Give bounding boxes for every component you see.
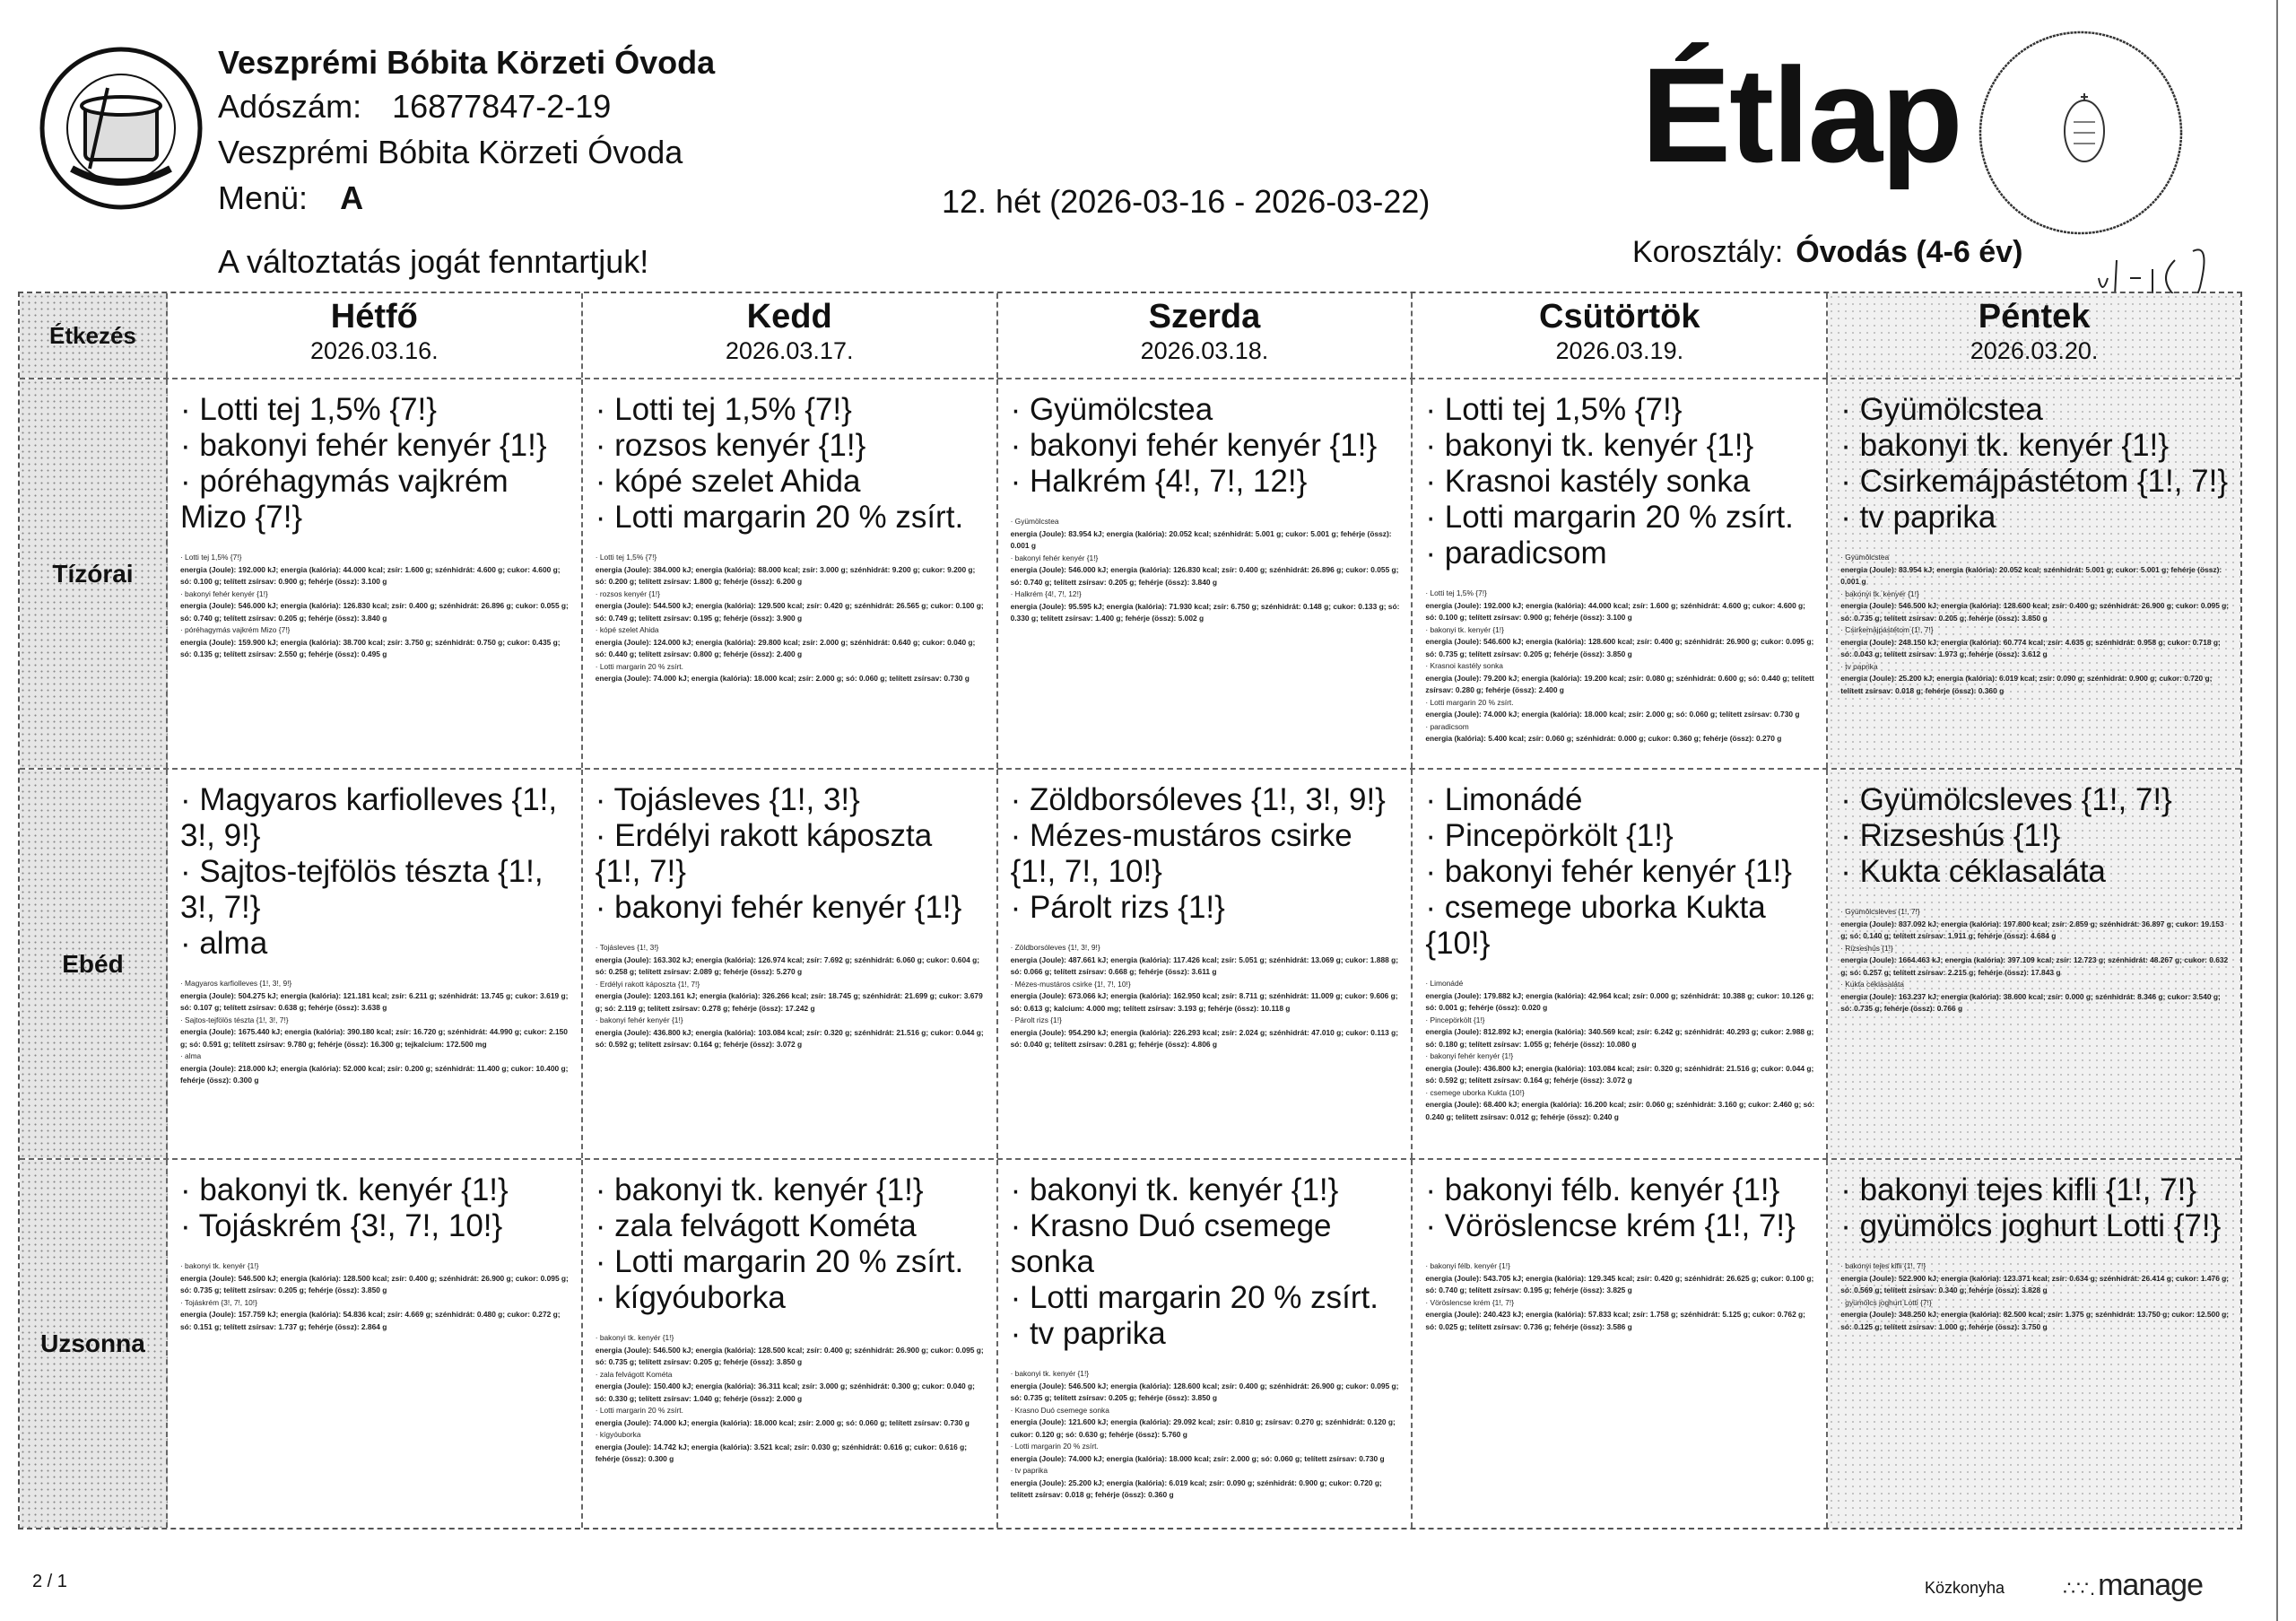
dish-item: · Krasnoi kastély sonka [1425, 464, 1751, 499]
nutrition-values: energia (Joule): 522.900 kJ; energia (kalória): 123.371 kcal; zsír: 0.634 g; szénhidrát: 26.414 g; cukor: 1.476 g; só: 0.569 g; telített zsírsav: 0.340 g; fehérje (össz): 3.828 g [1840, 1273, 2230, 1294]
nutrition-item-name: · tv paprika [1010, 1466, 1048, 1475]
menu-table [18, 292, 2242, 1529]
dish-item: · bakonyi tk. kenyér {1!} [1425, 428, 1754, 463]
dish-item: · bakonyi fehér kenyér {1!} [179, 428, 547, 463]
page-title: Étlap [1641, 39, 1961, 190]
nutrition-info [1011, 942, 1401, 1051]
nutrition-item-name: · Gyümölcstea [1840, 553, 1890, 562]
dish-item: · Lotti margarin 20 % zsírt. [595, 500, 964, 535]
nutrition-values: energia (Joule): 487.661 kJ; energia (kalória): 117.426 kcal; zsír: 5.051 g; szénhidrát: 13.069 g; cukor: 1.888 g; só: 0.066 g; telített zsírsav: 0.668 g; fehérje (össz): 3.611 g [1010, 954, 1398, 976]
dish-item: · bakonyi fehér kenyér {1!} [595, 890, 962, 925]
nutrition-item-name: · Zöldborsóleves {1!, 3!, 9!} [1010, 943, 1100, 952]
nutrition-item-name: · Krasnoi kastély sonka [1425, 661, 1503, 670]
day-header-tuesday [583, 293, 998, 378]
dish-item: · csemege uborka Kukta {10!} [1425, 890, 1766, 961]
nutrition-values: energia (Joule): 157.759 kJ; energia (kalória): 54.836 kcal; zsír: 4.669 g; szénhidrát: 0.480 g; cukor: 0.272 g; só: 0.151 g; telített zsírsav: 1.737 g; fehérje (össz): 2.864 g [179, 1310, 561, 1331]
day-header-thursday [1413, 293, 1828, 378]
meal-row [20, 379, 2240, 770]
nutrition-values: energia (Joule): 384.000 kJ; energia (kalória): 88.000 kcal; zsír: 3.000 g; szénhidrát: 9.200 g; cukor: 9.200 g; só: 0.200 g; telített zsírsav: 1.800 g; fehérje (össz): 6.200 g [595, 564, 976, 586]
nutrition-item-name: · Lotti margarin 20 % zsírt. [1425, 697, 1514, 707]
dish-item: · Limonádé [1425, 782, 1583, 817]
manage-logo-text: manage [2098, 1568, 2203, 1602]
menu-value: A [340, 179, 364, 216]
dish-item: · Tojáskrém {3!, 7!, 10!} [179, 1208, 503, 1243]
dish-item: · Pincepörkölt {1!} [1425, 818, 1674, 853]
meal-row [20, 770, 2240, 1160]
dish-item: · bakonyi tk. kenyér {1!} [1010, 1172, 1339, 1207]
dish-item: · paradicsom [1425, 536, 1607, 571]
nutrition-item-name: · Vöröslencse krém {1!, 7!} [1425, 1297, 1515, 1307]
nutrition-item-name: · Mézes-mustáros csirke {1!, 7!, 10!} [1010, 979, 1131, 989]
nutrition-values: energia (Joule): 121.600 kJ; energia (kalória): 29.092 kcal; zsír: 0.810 g; zsírsav: 0.270 g; szénhidrát: 0.120 g; cukor: 0.120 g; só: 0.630 g; fehérje (össz): 5.760 g [1010, 1417, 1396, 1439]
nutrition-values: energia (Joule): 546.500 kJ; energia (kalória): 128.500 kcal; zsír: 0.400 g; szénhidrát: 26.900 g; cukor: 0.095 g; só: 0.735 g; telített zsírsav: 0.205 g; fehérje (össz): 3.850 g [595, 1345, 984, 1366]
nutrition-item-name: · Magyaros karfiolleves {1!, 3!, 9!} [179, 979, 292, 988]
nutrition-info [1840, 906, 2230, 1015]
nutrition-info [596, 1332, 986, 1466]
dish-item: · rozsos kenyér {1!} [595, 428, 866, 463]
dish-item: · Magyaros karfiolleves {1!, 3!, 9!} [179, 782, 558, 853]
meal-label-cell [20, 770, 168, 1158]
dish-item: · Kukta céklasaláta [1840, 854, 2106, 889]
institution-name-secondary: Veszprémi Bóbita Körzeti Óvoda [218, 134, 683, 170]
nutrition-values: energia (Joule): 248.150 kJ; energia (kalória): 60.774 kcal; zsír: 4.635 g; szénhidrát: 0.958 g; cukor: 0.718 g; só: 0.043 g; telített zsírsav: 1.973 g; fehérje (össz): 3.612 g [1840, 637, 2221, 658]
nutrition-values: energia (Joule): 240.423 kJ; energia (kalória): 57.833 kcal; zsír: 1.758 g; szénhidrát: 5.125 g; cukor: 0.762 g; só: 0.025 g; telített zsírsav: 0.736 g; fehérje (össz): 3.586 g [1425, 1310, 1805, 1331]
nutrition-info [180, 978, 570, 1087]
dish-item: · Párolt rizs {1!} [1010, 890, 1225, 925]
nutrition-item-name: · Krasno Duó csemege sonka [1010, 1405, 1109, 1415]
nutrition-values: energia (Joule): 95.595 kJ; energia (kalória): 71.930 kcal; zsír: 6.750 g; szénhidrát: 0.148 g; cukor: 0.133 g; só: 0.330 g; telített zsírsav: 1.400 g; fehérje (össz): 5.002 g [1010, 601, 1400, 623]
nutrition-values: energia (Joule): 1203.161 kJ; energia (kalória): 326.266 kcal; zsír: 18.745 g; szénhidrát: 21.699 g; cukor: 3.679 g; só: 2.119 g; telített zsírsav: 0.278 g; fehérje (össz): 17.242 g [595, 991, 983, 1013]
dish-item: · Halkrém {4!, 7!, 12!} [1010, 464, 1308, 499]
dish-list [1413, 379, 1826, 745]
day-name: Csütörtök [1539, 298, 1700, 336]
menu-cell [1413, 770, 1828, 1158]
dish-item: · kígyóuborka [595, 1280, 786, 1315]
nutrition-values: energia (Joule): 74.000 kJ; energia (kalória): 18.000 kcal; zsír: 2.000 g; só: 0.060 g; telített zsírsav: 0.730 g [1010, 1453, 1385, 1463]
nutrition-values: energia (Joule): 504.275 kJ; energia (kalória): 121.181 kcal; zsír: 6.211 g; szénhidrát: 13.745 g; cukor: 3.619 g; só: 0.107 g; telített zsírsav: 0.638 g; fehérje (össz): 3.638 g [179, 990, 569, 1012]
day-header-monday [168, 293, 583, 378]
nutrition-values: energia (Joule): 543.705 kJ; energia (kalória): 129.345 kcal; zsír: 0.420 g; szénhidrát: 26.625 g; cukor: 0.100 g; só: 0.740 g; telített zsírsav: 0.195 g; fehérje (össz): 3.825 g [1425, 1273, 1814, 1294]
dish-list [998, 770, 1412, 1051]
nutrition-info [1425, 1260, 1815, 1333]
dish-item: · tv paprika [1010, 1316, 1166, 1351]
nutrition-item-name: · Tojásleves {1!, 3!} [595, 943, 659, 952]
nutrition-item-name: · Erdélyi rakott káposzta {1!, 7!} [595, 979, 700, 989]
nutrition-item-name: · Csirkemájpástétom {1!, 7!} [1840, 625, 1934, 634]
nutrition-item-name: · Tojáskrém {3!, 7!, 10!} [179, 1297, 257, 1307]
dish-item: · Sajtos-tejfölös tészta {1!, 3!, 7!} [179, 854, 544, 925]
day-header-wednesday [998, 293, 1413, 378]
menu-row [218, 180, 363, 216]
dish-list [998, 379, 1412, 625]
meal-column-header: Étkezés [20, 293, 168, 378]
nutrition-info [180, 1260, 570, 1333]
menu-label: Menü: [218, 179, 309, 216]
dish-item: · Csirkemájpástétom {1!, 7!} [1840, 464, 2229, 499]
nutrition-info [1425, 588, 1815, 745]
nutrition-item-name: · Lotti margarin 20 % zsírt. [1010, 1442, 1099, 1451]
age-value: Óvodás (4-6 év) [1796, 235, 2023, 269]
dish-item: · Lotti tej 1,5% {7!} [595, 392, 852, 427]
day-name: Szerda [1148, 298, 1261, 336]
age-label: Korosztály: [1632, 235, 1784, 269]
dish-item: · kópé szelet Ahida [595, 464, 861, 499]
nutrition-values: energia (Joule): 348.250 kJ; energia (kalória): 82.500 kcal; zsír: 1.375 g; szénhidrát: 13.750 g; cukor: 12.500 g; só: 0.125 g; telített zsírsav: 1.000 g; fehérje (össz): 3.750 g [1840, 1310, 2230, 1331]
nutrition-values: energia (Joule): 68.400 kJ; energia (kalória): 16.200 kcal; zsír: 0.060 g; szénhidrát: 3.160 g; cukor: 2.460 g; só: 0.240 g; telített zsírsav: 0.012 g; fehérje (össz): 0.240 g [1425, 1100, 1815, 1121]
menu-cell [998, 1160, 1413, 1528]
nutrition-item-name: · bakonyi fehér kenyér {1!} [179, 588, 268, 598]
nutrition-values: energia (Joule): 544.500 kJ; energia (kalória): 129.500 kcal; zsír: 0.420 g; szénhidrát: 26.565 g; cukor: 0.100 g; só: 0.749 g; telített zsírsav: 0.195 g; fehérje (össz): 3.900 g [595, 601, 984, 623]
nutrition-values: energia (Joule): 546.000 kJ; energia (kalória): 126.830 kcal; zsír: 0.400 g; szénhidrát: 26.896 g; cukor: 0.055 g; só: 0.740 g; telített zsírsav: 0.205 g; fehérje (össz): 3.840 g [1010, 565, 1399, 587]
nutrition-item-name: · paradicsom [1425, 721, 1469, 731]
nutrition-item-name: · póréhagymás vajkrém Mizo {7!} [179, 625, 291, 634]
dish-item: · Vöröslencse krém {1!, 7!} [1425, 1208, 1796, 1243]
nutrition-item-name: · Lotti margarin 20 % zsírt. [595, 1406, 683, 1415]
nutrition-item-name: · Limonádé [1425, 979, 1464, 988]
day-name: Péntek [1978, 298, 2091, 336]
nutrition-item-name: · csemege uborka Kukta {10!} [1425, 1087, 1525, 1097]
footer-brand: Közkonyha [1925, 1579, 2005, 1597]
nutrition-item-name: · kópé szelet Ahida [595, 625, 659, 634]
nutrition-values: energia (Joule): 812.892 kJ; energia (kalória): 340.569 kcal; zsír: 6.242 g; szénhidrát: 40.293 g; cukor: 2.988 g; só: 0.180 g; telített zsírsav: 1.055 g; fehérje (össz): 10.080 g [1425, 1027, 1814, 1049]
nutrition-info [1011, 516, 1401, 625]
day-name: Hétfő [330, 298, 418, 336]
meal-label-cell [20, 379, 168, 768]
nutrition-info [1425, 978, 1815, 1123]
nutrition-item-name: · Gyümölcsleves {1!, 7!} [1840, 907, 1920, 916]
nutrition-item-name: · Rizseshús {1!} [1840, 943, 1893, 953]
nutrition-values: energia (Joule): 546.000 kJ; energia (kalória): 126.830 kcal; zsír: 0.400 g; szénhidrát: 26.896 g; cukor: 0.055 g; só: 0.740 g; telített zsírsav: 0.205 g; fehérje (össz): 3.840 g [179, 601, 569, 623]
dish-item: · Lotti tej 1,5% {7!} [1425, 392, 1683, 427]
meal-name: Uzsonna [40, 1329, 145, 1357]
meal-label-cell [20, 1160, 168, 1528]
tax-label: Adószám: [218, 88, 362, 125]
dish-item: · Zöldborsóleves {1!, 3!, 9!} [1010, 782, 1386, 817]
menu-cell [583, 1160, 998, 1528]
dish-list [1413, 770, 1826, 1123]
nutrition-values: energia (Joule): 954.290 kJ; energia (kalória): 226.293 kcal; zsír: 2.024 g; szénhidrát: 47.010 g; cukor: 0.113 g; só: 0.040 g; telített zsírsav: 0.281 g; fehérje (össz): 4.806 g [1010, 1027, 1398, 1049]
nutrition-values: energia (Joule): 673.066 kJ; energia (kalória): 162.950 kcal; zsír: 8.711 g; szénhidrát: 11.009 g; cukor: 9.606 g; só: 0.613 g; kalcium: 4.000 mg; telített zsírsav: 3.193 g; fehérje (össz): 10.118 g [1010, 991, 1398, 1013]
nutrition-item-name: · bakonyi tk. kenyér {1!} [1010, 1369, 1090, 1378]
dish-item: · Krasno Duó csemege sonka [1010, 1208, 1332, 1279]
nutrition-values: energia (Joule): 124.000 kJ; energia (kalória): 29.800 kcal; zsír: 2.000 g; szénhidrát: 0.640 g; cukor: 0.040 g; só: 0.440 g; telített zsírsav: 0.800 g; fehérje (össz): 2.400 g [595, 637, 976, 658]
nutrition-values: energia (Joule): 837.092 kJ; energia (kalória): 197.800 kcal; zsír: 2.859 g; szénhidrát: 36.897 g; cukor: 19.153 g; só: 0.140 g; telített zsírsav: 1.911 g; fehérje (össz): 4.684 g [1840, 919, 2224, 940]
nutrition-item-name: · bakonyi tk. kenyér {1!} [1840, 588, 1919, 598]
nutrition-item-name: · bakonyi tk. kenyér {1!} [179, 1261, 259, 1270]
week-range: 12. hét (2026-03-16 - 2026-03-22) [942, 183, 1431, 220]
menu-cell [168, 379, 583, 768]
nutrition-values: energia (Joule): 179.882 kJ; energia (kalória): 42.964 kcal; zsír: 0.000 g; szénhidrát: 10.388 g; cukor: 10.126 g; só: 0.001 g; fehérje (össz): 0.020 g [1425, 990, 1814, 1012]
disclaimer: A változtatás jogát fenntartjuk! [218, 243, 649, 280]
nutrition-values: energia (Joule): 25.200 kJ; energia (kalória): 6.019 kcal; zsír: 0.090 g; szénhidrát: 0.900 g; cukor: 0.720 g; telített zsírsav: 0.018 g; fehérje (össz): 0.360 g [1010, 1477, 1382, 1499]
nutrition-values: energia (Joule): 1675.440 kJ; energia (kalória): 390.180 kcal; zsír: 16.720 g; szénhidrát: 44.990 g; cukor: 2.150 g; só: 0.591 g; telített zsírsav: 9.780 g; fehérje (össz): 16.300 g; tejkalcium: 172.500 mg [179, 1027, 568, 1049]
dish-item: · tv paprika [1840, 500, 1996, 535]
nutrition-item-name: · bakonyi fehér kenyér {1!} [595, 1015, 683, 1024]
dish-item: · bakonyi fehér kenyér {1!} [1010, 428, 1378, 463]
nutrition-values: energia (Joule): 163.302 kJ; energia (kalória): 126.974 kcal; zsír: 7.692 g; szénhidrát: 6.060 g; cukor: 0.604 g; só: 0.258 g; telített zsírsav: 2.089 g; fehérje (össz): 5.270 g [595, 954, 979, 976]
nutrition-item-name: · tv paprika [1840, 661, 1878, 671]
dish-list [583, 1160, 996, 1466]
dish-item: · alma [179, 926, 268, 961]
menu-cell [583, 770, 998, 1158]
nutrition-values: energia (Joule): 74.000 kJ; energia (kalória): 18.000 kcal; zsír: 2.000 g; só: 0.060 g; telített zsírsav: 0.730 g [595, 674, 970, 683]
nutrition-item-name: · kígyóuborka [595, 1430, 641, 1439]
nutrition-values: energia (Joule): 436.800 kJ; energia (kalória): 103.084 kcal; zsír: 0.320 g; szénhidrát: 21.516 g; cukor: 0.044 g; só: 0.592 g; telített zsírsav: 0.164 g; fehérje (össz): 3.072 g [1425, 1063, 1814, 1085]
nutrition-item-name: · Párolt rizs {1!} [1010, 1015, 1062, 1024]
nutrition-values: energia (Joule): 546.500 kJ; energia (kalória): 128.600 kcal; zsír: 0.400 g; szénhidrát: 26.900 g; cukor: 0.095 g; só: 0.735 g; telített zsírsav: 0.205 g; fehérje (össz): 3.850 g [1010, 1381, 1399, 1402]
institution-name: Veszprémi Bóbita Körzeti Óvoda [218, 44, 716, 81]
nutrition-values: energia (Joule): 1664.463 kJ; energia (kalória): 397.109 kcal; zsír: 12.723 g; szénhidrát: 48.267 g; cukor: 0.632 g; só: 0.257 g; telített zsírsav: 2.215 g; fehérje (össz): 17.843 g [1840, 955, 2229, 977]
manage-logo [2063, 1568, 2203, 1603]
day-date: 2026.03.16. [310, 337, 439, 364]
nutrition-item-name: · bakonyi tk. kenyér {1!} [595, 1333, 674, 1342]
nutrition-values: energia (Joule): 150.400 kJ; energia (kalória): 36.311 kcal; zsír: 3.000 g; szénhidrát: 0.300 g; cukor: 0.040 g; só: 0.330 g; telített zsírsav: 1.040 g; fehérje (össz): 2.000 g [595, 1381, 975, 1403]
day-date: 2026.03.18. [1140, 337, 1269, 364]
dish-list [168, 379, 581, 661]
page-number: 2 / 1 [32, 1572, 67, 1591]
nutrition-item-name: · Lotti margarin 20 % zsírt. [595, 661, 683, 671]
nutrition-values: energia (Joule): 159.900 kJ; energia (kalória): 38.700 kcal; zsír: 3.750 g; szénhidrát: 0.750 g; cukor: 0.435 g; só: 0.135 g; telített zsírsav: 2.550 g; fehérje (össz): 0.495 g [179, 637, 561, 658]
nutrition-item-name: · Lotti tej 1,5% {7!} [595, 553, 657, 562]
nutrition-item-name: · bakonyi fehér kenyér {1!} [1010, 553, 1099, 562]
table-header-row [20, 293, 2240, 379]
nutrition-values: energia (Joule): 192.000 kJ; energia (kalória): 44.000 kcal; zsír: 1.600 g; szénhidrát: 4.600 g; cukor: 4.600 g; só: 0.100 g; telített zsírsav: 0.900 g; fehérje (össz): 3.100 g [1425, 600, 1805, 622]
nutrition-values: energia (Joule): 79.200 kJ; energia (kalória): 19.200 kcal; zsír: 0.080 g; szénhidrát: 0.600 g; só: 0.440 g; telített zsírsav: 0.280 g; fehérje (össz): 2.400 g [1425, 673, 1814, 694]
nutrition-item-name: · gyümölcs joghurt Lotti {7!} [1840, 1297, 1932, 1307]
day-date: 2026.03.19. [1555, 337, 1684, 364]
nutrition-values: energia (Joule): 218.000 kJ; energia (kalória): 52.000 kcal; zsír: 0.200 g; szénhidrát: 11.400 g; cukor: 10.400 g; fehérje (össz): 0.300 g [179, 1063, 569, 1085]
menu-cell [998, 770, 1413, 1158]
meal-name: Tízórai [52, 559, 134, 588]
nutrition-values: energia (kalória): 5.400 kcal; zsír: 0.060 g; szénhidrát: 0.000 g; cukor: 0.360 g; fehérje (össz): 0.270 g [1425, 734, 1782, 743]
day-date: 2026.03.20. [1970, 337, 2099, 364]
meal-row [20, 1160, 2240, 1528]
nutrition-info [1011, 1368, 1401, 1502]
dish-item: · bakonyi fehér kenyér {1!} [1425, 854, 1792, 889]
dish-item: · Lotti margarin 20 % zsírt. [1425, 500, 1794, 535]
day-header-friday [1828, 293, 2240, 378]
page-edge-line [2276, 0, 2278, 1621]
nutrition-values: energia (Joule): 74.000 kJ; energia (kalória): 18.000 kcal; zsír: 2.000 g; só: 0.060 g; telített zsírsav: 0.730 g [1425, 710, 1800, 719]
nutrition-info [1840, 552, 2230, 697]
dish-item: · Gyümölcstea [1840, 392, 2043, 427]
dish-list [168, 770, 581, 1087]
dish-list [583, 379, 996, 685]
nutrition-item-name: · alma [179, 1051, 202, 1060]
nutrition-item-name: · bakonyi félb. kenyér {1!} [1425, 1261, 1510, 1270]
dish-item: · Gyümölcstea [1010, 392, 1213, 427]
day-date: 2026.03.17. [725, 337, 854, 364]
dish-list [998, 1160, 1412, 1502]
menu-cell [168, 770, 583, 1158]
nutrition-item-name: · Gyümölcstea [1010, 517, 1059, 526]
nutrition-item-name: · Lotti tej 1,5% {7!} [179, 553, 242, 562]
dish-item: · Gyümölcsleves {1!, 7!} [1840, 782, 2172, 817]
menu-cell [1828, 770, 2240, 1158]
dish-item: · Erdélyi rakott káposzta {1!, 7!} [595, 818, 933, 889]
menu-cell [1828, 1160, 2240, 1528]
nutrition-values: energia (Joule): 83.954 kJ; energia (kalória): 20.052 kcal; szénhidrát: 5.001 g; cukor: 5.001 g; fehérje (össz): 0.001 g [1010, 528, 1392, 550]
institution-stamp [1973, 25, 2188, 240]
nutrition-info [596, 552, 986, 685]
nutrition-values: energia (Joule): 74.000 kJ; energia (kalória): 18.000 kcal; zsír: 2.000 g; só: 0.060 g; telített zsírsav: 0.730 g [595, 1417, 970, 1427]
age-group [1632, 235, 2022, 270]
nutrition-item-name: · Halkrém {4!, 7!, 12!} [1010, 589, 1082, 598]
dish-item: · bakonyi tejes kifli {1!, 7!} [1840, 1172, 2197, 1207]
nutrition-item-name: · rozsos kenyér {1!} [595, 588, 660, 598]
nutrition-item-name: · zala felvágott Kométa [595, 1369, 673, 1379]
dish-list [1828, 379, 2240, 697]
nutrition-item-name: · Kukta céklasaláta [1840, 980, 1904, 989]
nutrition-item-name: · bakonyi tk. kenyér {1!} [1425, 624, 1504, 634]
nutrition-info [180, 552, 570, 661]
menu-cell [583, 379, 998, 768]
nutrition-info [1840, 1260, 2230, 1333]
nutrition-item-name: · Lotti tej 1,5% {7!} [1425, 588, 1487, 597]
nutrition-item-name: · bakonyi fehér kenyér {1!} [1425, 1051, 1514, 1060]
menu-cell [168, 1160, 583, 1528]
nutrition-values: energia (Joule): 546.500 kJ; energia (kalória): 128.500 kcal; zsír: 0.400 g; szénhidrát: 26.900 g; cukor: 0.095 g; só: 0.735 g; telített zsírsav: 0.205 g; fehérje (össz): 3.850 g [179, 1273, 569, 1294]
menu-cell [998, 379, 1413, 768]
nutrition-values: energia (Joule): 546.600 kJ; energia (kalória): 128.600 kcal; zsír: 0.400 g; szénhidrát: 26.900 g; cukor: 0.095 g; só: 0.735 g; telített zsírsav: 0.205 g; fehérje (össz): 3.850 g [1425, 637, 1814, 658]
nutrition-info [596, 942, 986, 1051]
dish-item: · Lotti tej 1,5% {7!} [179, 392, 437, 427]
nutrition-values: energia (Joule): 163.237 kJ; energia (kalória): 38.600 kcal; zsír: 0.000 g; szénhidrát: 8.346 g; cukor: 3.540 g; só: 0.735 g; fehérje (össz): 0.766 g [1840, 991, 2221, 1013]
nutrition-item-name: · Pincepörkölt {1!} [1425, 1015, 1485, 1024]
dish-item: · Lotti margarin 20 % zsírt. [595, 1244, 964, 1279]
dish-item: · bakonyi tk. kenyér {1!} [179, 1172, 509, 1207]
meal-name: Ebéd [62, 949, 124, 978]
menu-cell [1828, 379, 2240, 768]
dish-list [583, 770, 996, 1051]
nutrition-values: energia (Joule): 436.800 kJ; energia (kalória): 103.084 kcal; zsír: 0.320 g; szénhidrát: 21.516 g; cukor: 0.044 g; só: 0.592 g; telített zsírsav: 0.164 g; fehérje (össz): 3.072 g [595, 1027, 984, 1049]
nutrition-values: energia (Joule): 546.500 kJ; energia (kalória): 128.600 kcal; zsír: 0.400 g; szénhidrát: 26.900 g; cukor: 0.095 g; só: 0.735 g; telített zsírsav: 0.205 g; fehérje (össz): 3.850 g [1840, 601, 2230, 623]
day-name: Kedd [746, 298, 832, 336]
dish-item: · bakonyi tk. kenyér {1!} [595, 1172, 924, 1207]
dish-list [1828, 770, 2240, 1015]
nutrition-item-name: · Sajtos-tejfölös tészta {1!, 3!, 7!} [179, 1015, 289, 1024]
dish-item: · póréhagymás vajkrém Mizo {7!} [179, 464, 509, 535]
dish-item: · Tojásleves {1!, 3!} [595, 782, 860, 817]
dish-list [1828, 1160, 2240, 1333]
dish-item: · gyümölcs joghurt Lotti {7!} [1840, 1208, 2222, 1243]
nutrition-values: energia (Joule): 192.000 kJ; energia (kalória): 44.000 kcal; zsír: 1.600 g; szénhidrát: 4.600 g; cukor: 4.600 g; só: 0.100 g; telített zsírsav: 0.900 g; fehérje (össz): 3.100 g [179, 564, 561, 586]
nutrition-values: energia (Joule): 14.742 kJ; energia (kalória): 3.521 kcal; zsír: 0.030 g; szénhidrát: 0.616 g; cukor: 0.616 g; fehérje (össz): 0.300 g [595, 1442, 968, 1463]
dish-item: · Lotti margarin 20 % zsírt. [1010, 1280, 1378, 1315]
nutrition-item-name: · bakonyi tejes kifli {1!, 7!} [1840, 1261, 1926, 1270]
nutrition-values: energia (Joule): 25.200 kJ; energia (kalória): 6.019 kcal; zsír: 0.090 g; szénhidrát: 0.900 g; cukor: 0.720 g; telített zsírsav: 0.018 g; fehérje (össz): 0.360 g [1840, 674, 2213, 695]
nutrition-values: energia (Joule): 83.954 kJ; energia (kalória): 20.052 kcal; szénhidrát: 5.001 g; cukor: 5.001 g; fehérje (össz): 0.001 g [1840, 564, 2222, 586]
dish-list [1413, 1160, 1826, 1333]
manage-logo-dots: ∴∵. [2063, 1577, 2097, 1599]
dish-item: · bakonyi félb. kenyér {1!} [1425, 1172, 1780, 1207]
dish-item: · bakonyi tk. kenyér {1!} [1840, 428, 2169, 463]
menu-cell [1413, 379, 1828, 768]
dish-item: · zala felvágott Kométa [595, 1208, 917, 1243]
kozkonyha-logo [36, 34, 206, 222]
tax-number-row [218, 89, 611, 125]
dish-item: · Mézes-mustáros csirke {1!, 7!, 10!} [1010, 818, 1352, 889]
tax-number: 16877847-2-19 [392, 88, 612, 125]
dish-item: · Rizseshús {1!} [1840, 818, 2061, 853]
menu-cell [1413, 1160, 1828, 1528]
dish-list [168, 1160, 581, 1333]
